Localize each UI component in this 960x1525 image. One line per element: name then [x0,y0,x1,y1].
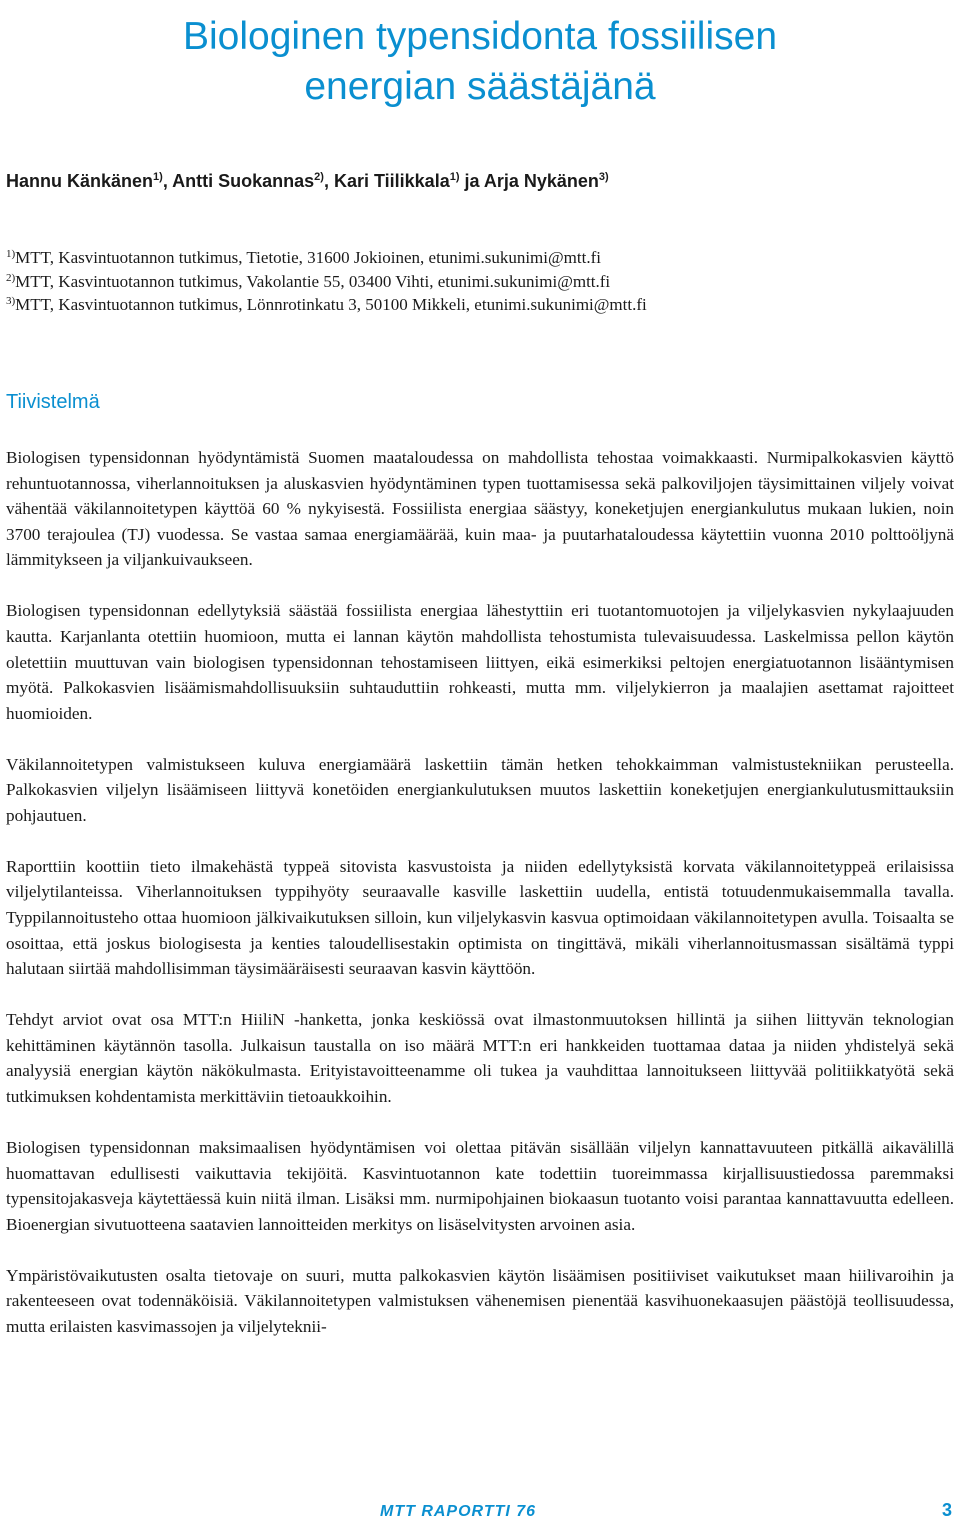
affiliation [6,246,946,270]
affiliation-list [6,246,946,317]
author-affiliation-mark: 2) [314,171,324,183]
paragraph: Tehdyt arviot ovat osa MTT:n HiiliN -hanketta, jonka keskiössä ovat ilmastonmuutoksen hillintä ja siihen liittyvän teknologian kehittäminen käytännön tasolla. Julkaisun taustalla on iso määrä MTT:n eri hankkeiden tuottamaa dataa ja niiden yhdistelyä sekä analyysiä energian käytön näkökulmasta. Erityistavoitteenamme oli tukea ja vauhdittaa lannoitukseen liittyvää politiikkatyötä sekä tutkimuksen kohdentamista merkittäviin tietoaukkoihin. [6,1010,954,1107]
affiliation-text: MTT, Kasvintuotannon tutkimus, Vakolantie 55, 03400 Vihti, etunimi.sukunimi@mtt.fi [15,271,611,291]
author-name: Kari Tiilikkala [333,171,450,191]
author-list [6,171,946,192]
paragraph: Biologisen typensidonnan hyödyntämistä Suomen maataloudessa on mahdollista tehostaa voimakkaasti. Nurmipalkokasvien käyttö rehuntuotannossa, viherlannoituksen ja aluskasvien hyödyntäminen typen tuottamisessa sekä palkoviljojen täysimittainen viljely voivat vähentää väkilannoitetypen käyttöä 60 % nykyisestä. Fossiilista energiaa säästyy, koneketjujen energiankulutus mukaan lukien, noin 3700 terajoulea (TJ) vuodessa. Se vastaa samaa energiamäärää, kuin maa- ja puutarhataloudessa käytettiin vuonna 2010 polttoöljynä lämmitykseen ja viljankuivaukseen. [6,448,954,570]
page-number: 3 [941,1500,952,1520]
author [334,171,484,191]
document-title [40,12,920,112]
title-line-2: energian säästäjänä [304,65,656,108]
author-name: Arja Nykänen [483,171,599,191]
section-heading-abstract: Tiivistelmä [6,391,100,413]
paragraph: Raporttiin koottiin tieto ilmakehästä typpeä sitovista kasvustoista ja niiden edellytyksistä korvata väkilannoitetyppeä erilaisissa viljelytilanteissa. Viherlannoituksen typpihyöty seuraavalle kasville laskettiin uudella, entistä totuudenmukaisemmalla tavalla. Typpilannoitusteho ottaa huomioon jälkivaikutuksen silloin, kun viljelykasvin kasvua optimoidaan väkilannoitetypen avulla. Toisaalta se osoittaa, että joskus biologisesta ja kenties taloudellisestakin optimista on tingittävä, mikäli viherlannoitusmassan sisältämä typpi halutaan siirtää mahdollisimman täysimääräisesti seuraavan kasvin käyttöön. [6,856,954,979]
paragraph: Väkilannoitetypen valmistukseen kuluva energiamäärä laskettiin tämän hetken tehokkaimman valmistustekniikan perusteella. Palkokasvien viljelyn lisäämiseen liittyvä konetöiden energiankulutuksen muutos laskettiin koneketjujen energiankulutusmittauksiin pohjautuen. [6,754,954,825]
affiliation [6,293,946,317]
author [484,171,609,191]
affiliation-mark: 3) [6,295,16,307]
paragraph: Biologisen typensidonnan edellytyksiä säästää fossiilista energiaa lähestyttiin eri tuotantomuotojen ja viljelykasvien nykylaajuuden kautta. Karjanlanta otettiin huomioon, mutta ei lannan käytön mahdollista tehostumista tulevaisuudessa. Laskelmissa pellon käytön oletettiin muuttuvan vain biologisen typensidonnan tehostamiseen liittyen, eikä esimerkiksi peltojen energiatuotannon lisääntymisen myötä. Palkokasvien lisäämismahdollisuuksiin suhtauduttiin rohkeasti, mutta mm. viljelykierron ja maalajien asettamat rajoitteet huomioiden. [6,601,954,723]
affiliation-text: MTT, Kasvintuotannon tutkimus, Lönnrotinkatu 3, 50100 Mikkeli, etunimi.sukunimi@mtt.fi [15,295,647,314]
author-affiliation-mark: 1) [449,171,460,183]
author [172,171,334,191]
affiliation [6,270,946,294]
paragraph: Biologisen typensidonnan maksimaalisen hyödyntämisen voi olettaa pitävän sisällään viljelyn kannattavuuteen pitkällä aikavälillä huomattavan edullisesti vaikuttavia tekijöitä. Kasvintuotannon kate todettiin tuoreimmassa kirjallisuustiedossa paremmaksi typensitojakasveja käytettäessä kuin niitä ilman. Lisäksi mm. nurmipohjainen biokaasun tuotanto voisi parantaa kannattavuutta edelleen. Bioenergian sivutuotteena saatavien lannoitteiden merkitys on lisäselvitysten arvoinen asia. [6,1138,954,1234]
author-name: Hannu Känkänen [6,171,154,191]
footer-series-name: MTT RAPORTTI 76 [380,1503,537,1520]
author-affiliation-mark: 3) [598,171,609,183]
author-separator: ja [459,171,484,191]
author-separator: , [162,171,173,191]
author [6,171,172,191]
author-separator: , [323,171,334,191]
abstract-body [6,445,954,1365]
author-name: Antti Suokannas [172,171,315,191]
affiliation-mark: 2) [6,271,16,284]
paragraph: Ympäristövaikutusten osalta tietovaje on suuri, mutta palkokasvien käytön lisäämisen positiiviset vaikutukset maan hiilivaroihin ja rakenteeseen ovat todennäköisiä. Väkilannoitetypen valmistuksen vähenemisen pienentää kasvihuonekaasujen päästöjä teollisuudessa, mutta erilaisten kasvimassojen ja viljelyteknii- [6,1265,954,1336]
title-line-1: Biologinen typensidonta fossiilisen [182,15,778,58]
affiliation-mark: 1) [6,248,16,260]
author-affiliation-mark: 1) [153,171,163,183]
affiliation-text: MTT, Kasvintuotannon tutkimus, Tietotie, 31600 Jokioinen, etunimi.sukunimi@mtt.fi [15,248,601,267]
